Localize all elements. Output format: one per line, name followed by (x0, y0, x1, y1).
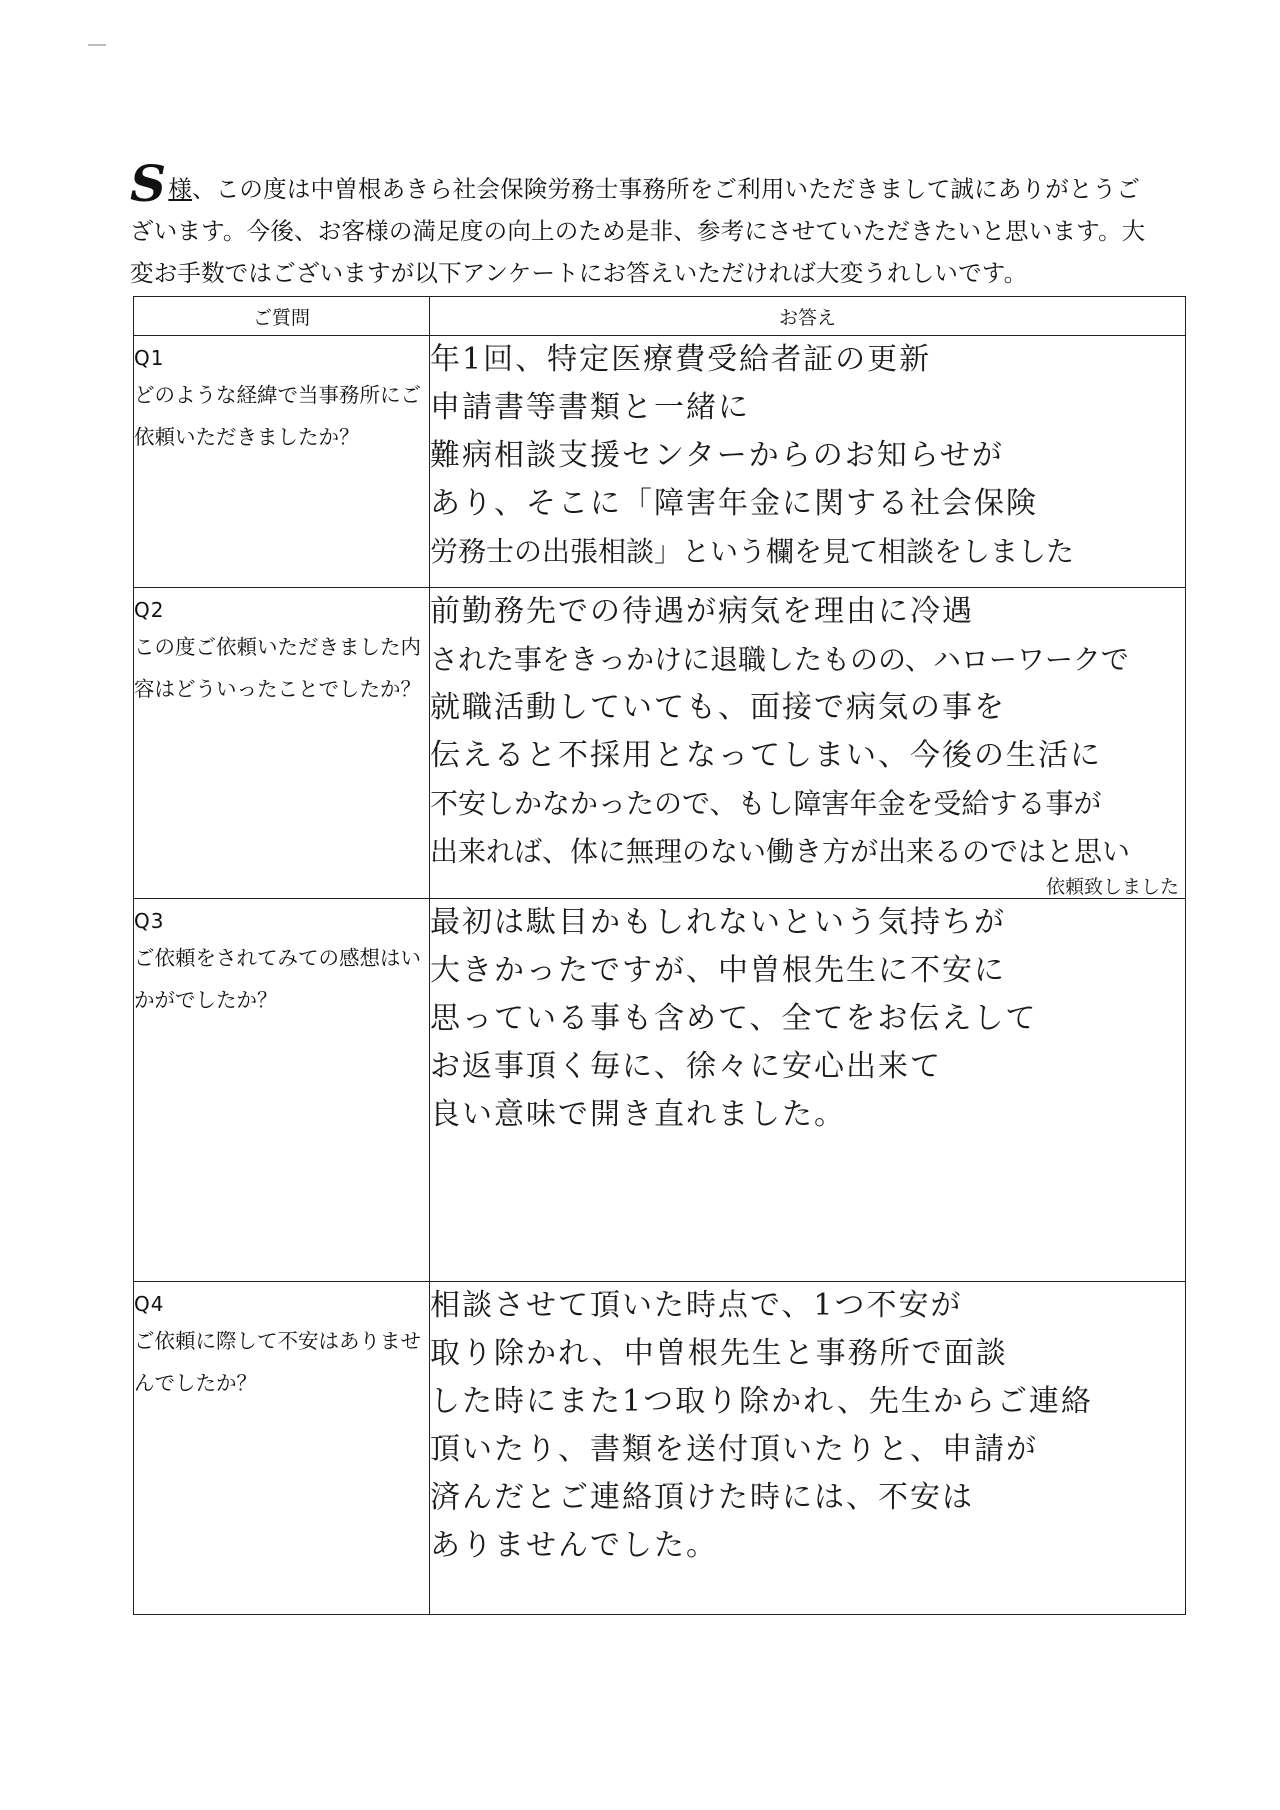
answer-line: 申請書等書類と一緒に (430, 390, 750, 425)
answer-line: 頂いたり、書類を送付頂いたりと、申請が (430, 1432, 1038, 1467)
honorific: 様 (168, 175, 193, 203)
question-cell (134, 588, 430, 899)
survey-table (133, 296, 1186, 1615)
answer-line: 済んだとご連絡頂けた時には、不安は (430, 1480, 974, 1515)
answer-line: 出来れば、体に無理のない働き方が出来るのではと思い (430, 835, 1131, 868)
answer-column-header: お答え (430, 297, 1186, 336)
answer-line: 相談させて頂いた時点で、1つ不安が (430, 1288, 963, 1323)
answer-cell (430, 1282, 1186, 1615)
intro-paragraph (130, 154, 1150, 294)
answer-line: した時にまた1つ取り除かれ、先生からご連絡 (430, 1384, 1093, 1419)
answer-line: 労務士の出張相談」という欄を見て相談をしました (430, 535, 1075, 568)
table-row-q1 (134, 336, 1186, 588)
question-cell (134, 336, 430, 588)
question-text: ご依頼に際して不安はありませんでしたか？ (134, 1329, 421, 1395)
scan-artifact (88, 44, 106, 46)
question-text: ご依頼をされてみての感想はいかがでしたか？ (134, 946, 421, 1012)
customer-name: S (130, 154, 167, 213)
answer-line: 前勤務先での待遇が病気を理由に冷遇 (430, 594, 974, 629)
question-number: Q4 (134, 1292, 165, 1316)
answer-line: 取り除かれ、中曽根先生と事務所で面談 (430, 1336, 1008, 1371)
answer-cell (430, 588, 1186, 899)
question-text: この度ご依頼いただきました内容はどういったことでしたか？ (134, 635, 421, 701)
table-row-q2 (134, 588, 1186, 899)
table-header-row (134, 297, 1186, 336)
answer-line: 就職活動していても、面接で病気の事を (430, 690, 1006, 725)
answer-line: 思っている事も含めて、全てをお伝えして (430, 1001, 1038, 1036)
answer-line: された事をきっかけに退職したものの、ハローワークで (430, 643, 1129, 676)
question-number: Q3 (134, 909, 165, 933)
table-row-q3 (134, 899, 1186, 1282)
answer-line: 最初は駄目かもしれないという気持ちが (430, 905, 1006, 940)
answer-cell (430, 336, 1186, 588)
answer-line: あり、そこに「障害年金に関する社会保険 (430, 486, 1038, 521)
question-text: どのような経緯で当事務所にご依頼いただきましたか？ (134, 383, 421, 449)
answer-note: 依頼致しました (1045, 876, 1179, 898)
answer-line: ありませんでした。 (430, 1528, 718, 1563)
question-column-header: ご質問 (134, 297, 430, 336)
answer-line: 年1回、特定医療費受給者証の更新 (430, 342, 932, 377)
answer-line: 大きかったですが、中曽根先生に不安に (430, 953, 1006, 988)
answer-line: 伝えると不採用となってしまい、今後の生活に (430, 738, 1102, 773)
question-number: Q1 (134, 346, 165, 370)
answer-line: 難病相談支援センターからのお知らせが (430, 438, 1004, 473)
question-cell (134, 1282, 430, 1615)
question-number: Q2 (134, 598, 165, 622)
table-row-q4 (134, 1282, 1186, 1615)
answer-line: お返事頂く毎に、徐々に安心出来て (430, 1049, 942, 1084)
intro-text: 、この度は中曽根あきら社会保険労務士事務所をご利用いただきまして誠にありがとうございます。今後、お客様の満足度の向上のため是非、参考にさせていただきたいと思います。大変お手数ではございますが以下アンケートにお答えいただければ大変うれしいです。 (130, 175, 1146, 287)
answer-line: 不安しかなかったので、もし障害年金を受給する事が (430, 787, 1102, 820)
question-cell (134, 899, 430, 1282)
answer-line: 良い意味で開き直れました。 (430, 1097, 846, 1132)
answer-cell (430, 899, 1186, 1282)
